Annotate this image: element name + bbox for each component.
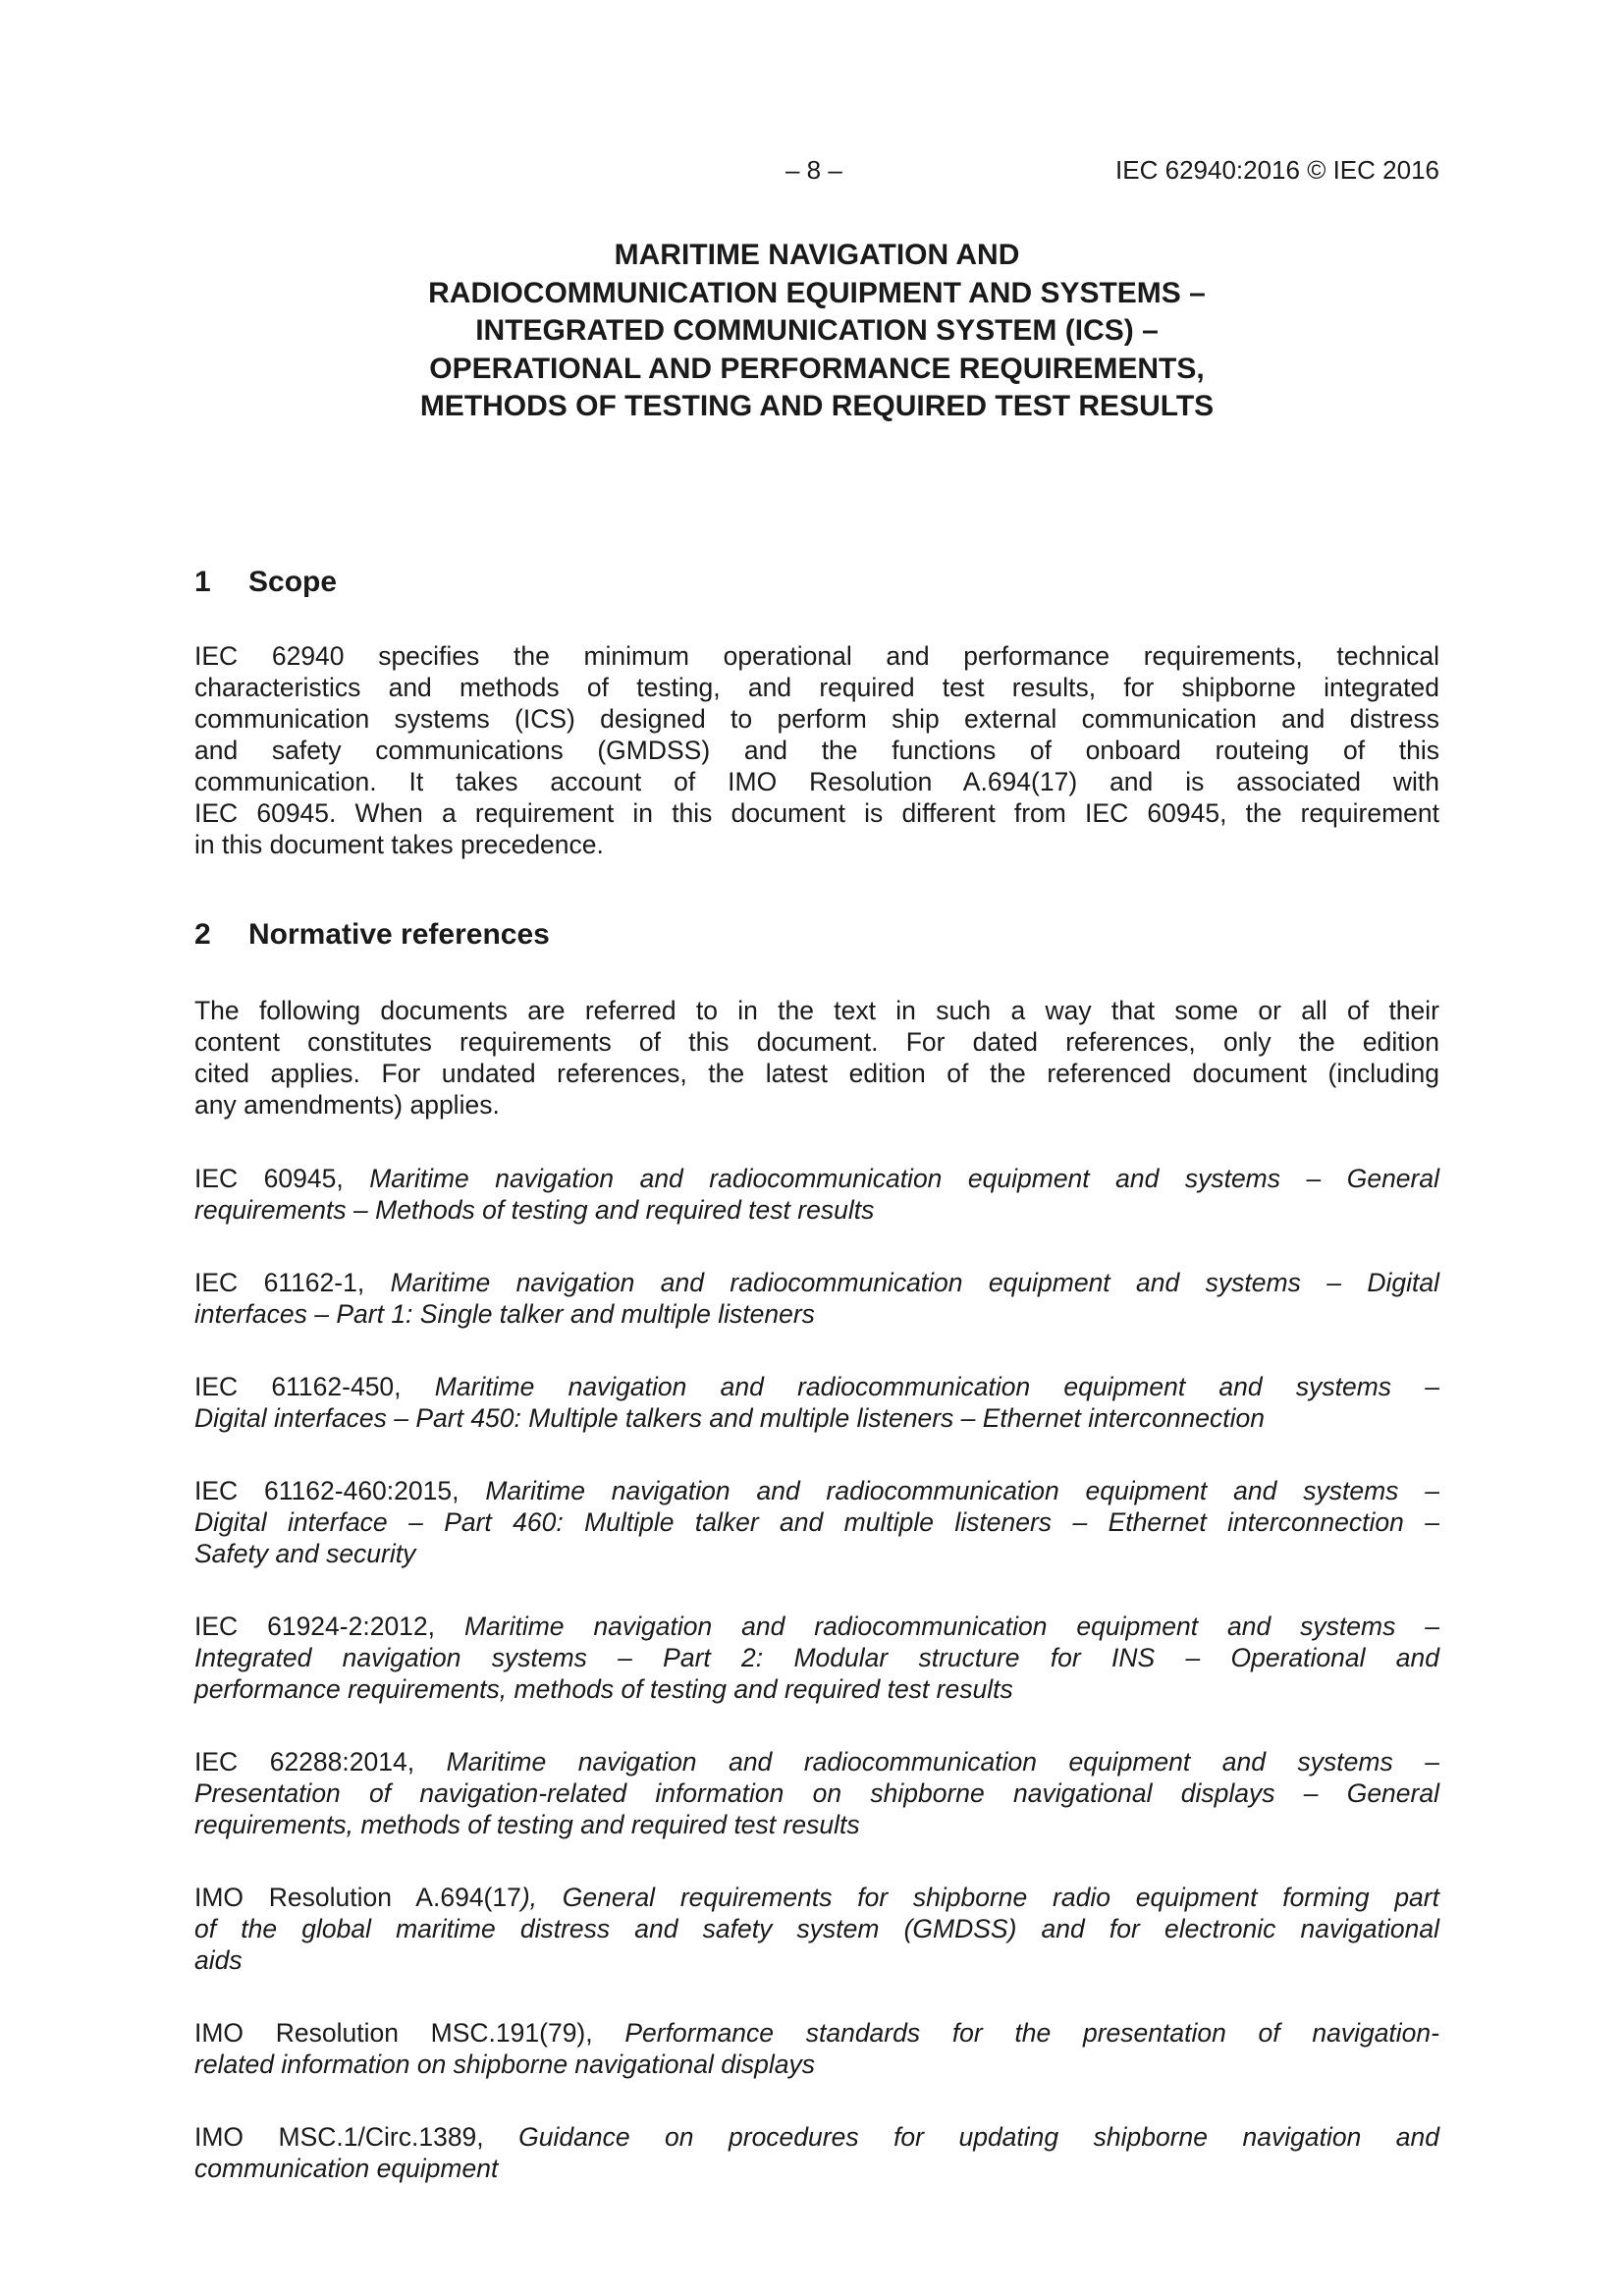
- title-line: MARITIME NAVIGATION AND: [614, 239, 1020, 271]
- reference-title: ), General requirements for shipborne radio equipment forming part: [520, 1883, 1439, 1912]
- reference-entry: [194, 2121, 1439, 2184]
- reference-title: Maritime navigation and radiocommunication equipment and systems –: [446, 1747, 1439, 1777]
- section-number: 1: [194, 566, 211, 598]
- reference-code: IEC 61162-450,: [194, 1372, 435, 1401]
- reference-entry: [194, 1267, 1439, 1330]
- reference-title: Digital interfaces – Part 450: Multiple talkers and multiple listeners – Ethernet interconnection: [194, 1403, 1266, 1433]
- reference-title: Digital interface – Part 460: Multiple talker and multiple listeners – Ethernet interconnection –: [194, 1507, 1439, 1537]
- paragraph-line: characteristics and methods of testing, and required test results, for shipborne integrated: [194, 673, 1439, 702]
- reference-entry: [194, 1746, 1439, 1840]
- paragraph-line: in this document takes precedence.: [194, 830, 604, 859]
- document-title: [194, 237, 1439, 426]
- document-id: IEC 62940:2016 © IEC 2016: [1115, 155, 1439, 185]
- reference-entry: [194, 1475, 1439, 1569]
- page-header: [194, 154, 1439, 188]
- title-line: OPERATIONAL AND PERFORMANCE REQUIREMENTS,: [429, 352, 1205, 385]
- paragraph-line: any amendments) applies.: [194, 1090, 500, 1120]
- reference-title: communication equipment: [194, 2154, 499, 2183]
- reference-title: Integrated navigation systems – Part 2: Modular structure for INS – Operational and: [194, 1643, 1439, 1672]
- reference-entry: [194, 1611, 1439, 1705]
- reference-title: Maritime navigation and radiocommunication equipment and systems – General: [369, 1164, 1439, 1193]
- reference-title: Maritime navigation and radiocommunication equipment and systems –: [434, 1372, 1439, 1401]
- reference-entry: [194, 2017, 1439, 2080]
- paragraph-line: IEC 62940 specifies the minimum operational and performance requirements, technical: [194, 641, 1439, 671]
- reference-title: Presentation of navigation-related information on shipborne navigational displays – General: [194, 1778, 1439, 1808]
- reference-code: IMO MSC.1/Circ.1389,: [194, 2122, 519, 2152]
- paragraph-line: content constitutes requirements of this document. For dated references, only the edition: [194, 1027, 1439, 1057]
- section-number: 2: [194, 918, 211, 951]
- reference-entry: [194, 1882, 1439, 1976]
- reference-title: performance requirements, methods of testing and required test results: [194, 1674, 1013, 1704]
- normative-intro-paragraph: [194, 995, 1439, 1121]
- title-line: INTEGRATED COMMUNICATION SYSTEM (ICS) –: [475, 314, 1159, 347]
- title-line: RADIOCOMMUNICATION EQUIPMENT AND SYSTEMS –: [428, 276, 1206, 309]
- reference-title: interfaces – Part 1: Single talker and multiple listeners: [194, 1299, 815, 1329]
- reference-code: IEC 62288:2014,: [194, 1747, 447, 1777]
- paragraph-line: IEC 60945. When a requirement in this document is different from IEC 60945, the requirement: [194, 798, 1439, 828]
- reference-code: IEC 61924-2:2012,: [194, 1612, 464, 1641]
- reference-title: aids: [194, 1945, 243, 1975]
- reference-entry: [194, 1371, 1439, 1434]
- reference-title: requirements – Methods of testing and required test results: [194, 1195, 875, 1225]
- section-title: Normative references: [248, 918, 550, 951]
- reference-title: Maritime navigation and radiocommunication equipment and systems –: [485, 1476, 1439, 1505]
- page-number: – 8 –: [785, 155, 842, 185]
- title-line: METHODS OF TESTING AND REQUIRED TEST RESULTS: [419, 390, 1215, 422]
- scope-paragraph: [194, 640, 1439, 860]
- reference-code: IMO Resolution MSC.191(79),: [194, 2018, 625, 2048]
- reference-title: Performance standards for the presentation of navigation-: [624, 2018, 1439, 2048]
- reference-code: IEC 61162-460:2015,: [194, 1476, 486, 1505]
- reference-code: IEC 61162-1,: [194, 1268, 391, 1297]
- reference-title: Maritime navigation and radiocommunication equipment and systems –: [463, 1612, 1439, 1641]
- reference-code: IMO Resolution A.694(17: [194, 1883, 521, 1912]
- paragraph-line: communication systems (ICS) designed to perform ship external communication and distress: [194, 704, 1439, 734]
- reference-entry: [194, 1163, 1439, 1226]
- paragraph-line: The following documents are referred to in the text in such a way that some or all of their: [194, 996, 1439, 1025]
- paragraph-line: cited applies. For undated references, the latest edition of the referenced document (including: [194, 1059, 1439, 1088]
- reference-title: related information on shipborne navigational displays: [194, 2050, 815, 2079]
- paragraph-line: and safety communications (GMDSS) and the functions of onboard routeing of this: [194, 736, 1439, 765]
- reference-title: requirements, methods of testing and required test results: [194, 1810, 860, 1839]
- reference-code: IEC 60945,: [194, 1164, 370, 1193]
- reference-title: Guidance on procedures for updating shipborne navigation and: [518, 2122, 1439, 2152]
- reference-title: of the global maritime distress and safety system (GMDSS) and for electronic navigational: [194, 1914, 1439, 1943]
- section-heading-scope: [194, 565, 337, 600]
- paragraph-line: communication. It takes account of IMO Resolution A.694(17) and is associated with: [194, 767, 1439, 796]
- reference-title: Safety and security: [194, 1539, 416, 1568]
- reference-title: Maritime navigation and radiocommunication equipment and systems – Digital: [390, 1268, 1439, 1297]
- section-title: Scope: [248, 566, 338, 598]
- section-heading-normative-references: [194, 917, 550, 953]
